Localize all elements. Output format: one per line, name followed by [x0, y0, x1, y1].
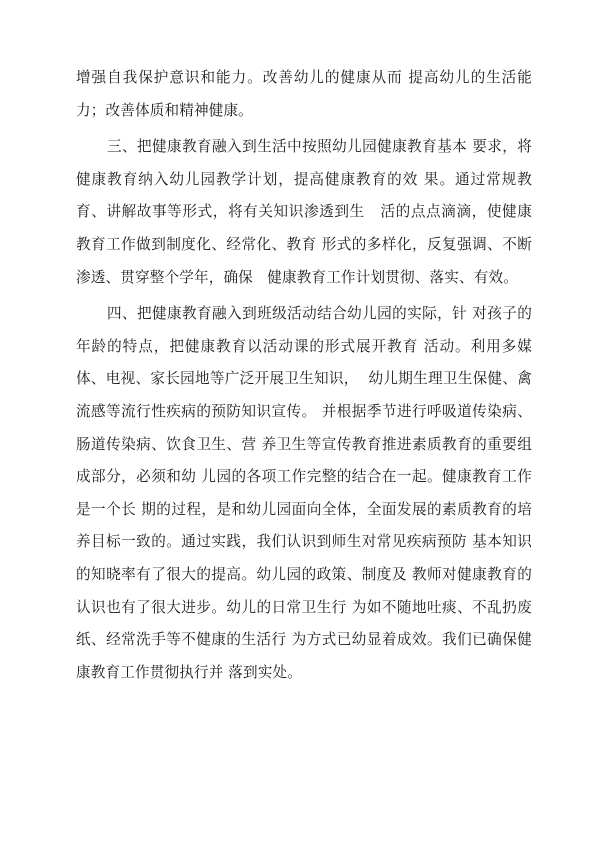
document-body: [76, 62, 537, 689]
paragraph-section-three: 三、把健康教育融入到生活中按照幼儿园健康教育基本 要求，将健康教育纳入幼儿园教学计划，提高健康教育的效 果。通过常规教育、讲解故事等形式，将有关知识渗透到生 活的点点滴滴，使健康教育工作做到制度化、经常化、教育 形式的多样化，反复强调、不断渗透、贯穿整个学年，确保 健康教育工作计划贯彻、落实、有效。: [76, 138, 532, 286]
paragraph-section-four: 四、把健康教育融入到班级活动结合幼儿园的实际，针 对孩子的年龄的特点，把健康教育以活动课的形式展开教育 活动。利用多媒体、电视、家长园地等广泛开展卫生知识， 幼儿期生理卫生保健、禽流感等流行性疾病的预防知识宣传。 并根据季节进行呼吸道传染病、肠道传染病、饮食卫生、营 养卫生等宣传教育推进素质教育的重要组成部分，必须和幼 儿园的各项工作完整的结合在一起。健康教育工作是一个长 期的过程，是和幼儿园面向全体，全面发展的素质教育的培 养目标一致的。通过实践，我们认识到师生对常见疾病预防 基本知识的知晓率有了很大的提高。幼儿园的政策、制度及 教师对健康教育的认识也有了很大进步。幼儿的日常卫生行 为如不随地吐痰、不乱扔废纸、经常洗手等不健康的生活行 为方式已幼显着成效。我们已确保健康教育工作贯彻执行并 落到实处。: [76, 305, 537, 681]
paragraph-continuation: 增强自我保护意识和能力。改善幼儿的健康从而 提高幼儿的生活能力；改善体质和精神健康。: [76, 69, 532, 119]
